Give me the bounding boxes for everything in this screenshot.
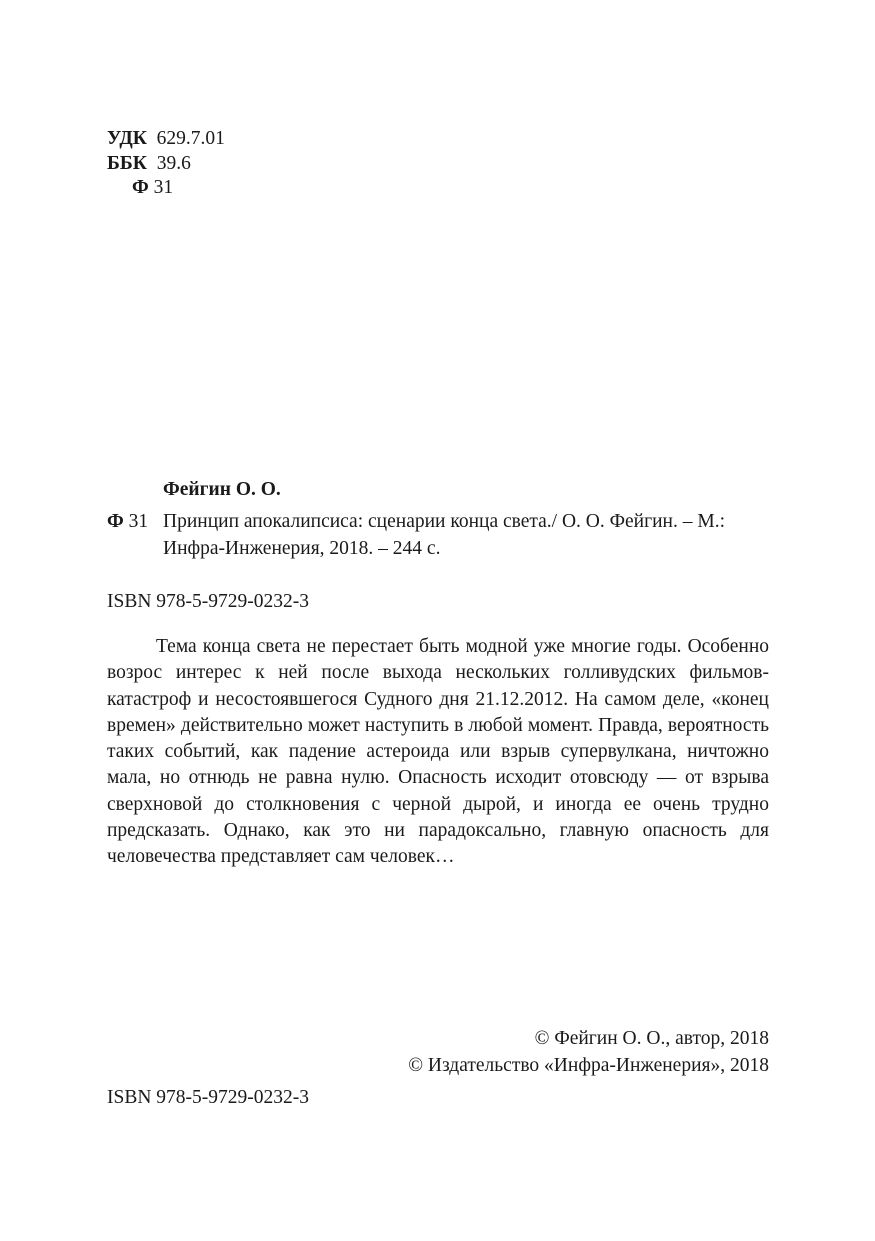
udk-label: УДК (107, 128, 147, 149)
entry-author: Фейгин О. О. (163, 479, 281, 500)
entry-code (107, 508, 148, 535)
isbn-top: ISBN 978-5-9729-0232-3 (107, 591, 310, 612)
copyright-author: © Фейгин О. О., автор, 2018 (534, 1028, 769, 1049)
author-sign-value: 31 (153, 177, 174, 198)
author-sign-label: Ф (132, 177, 149, 198)
bbk-row (107, 152, 225, 177)
copyright-block (408, 1025, 769, 1079)
bbk-label: ББК (107, 152, 147, 174)
entry-code-letter: Ф (107, 511, 124, 532)
bbk-value: 39.6 (156, 152, 191, 174)
udk-row (107, 127, 225, 152)
annotation-paragraph: Тема конца света не перестает быть модной уже многие годы. Особенно возрос интерес к ней после выхода нескольких голливудских фильмов-катастроф и несостоявшегося Судного дня 21.12.2012. На самом деле, «конец времен» действительно может наступить в любой момент. Правда, вероятность таких событий, как падение астероида или взрыв супервулкана, ничтожно мала, но отнюдь не равна нулю. Опасность исходит отовсюду — от взрыва сверхновой до столкновения с черной дырой, и иногда ее очень трудно предсказать. Однако, как это ни парадоксально, главную опасность для человечества представляет сам человек… (107, 636, 769, 868)
classification-block (107, 127, 225, 201)
copyright-publisher: © Издательство «Инфра-Инженерия», 2018 (408, 1055, 769, 1076)
udk-value: 629.7.01 (156, 128, 225, 149)
isbn-bottom: ISBN 978-5-9729-0232-3 (107, 1087, 310, 1108)
entry-description: Принцип апокалипсиса: сценарии конца света./ О. О. Фейгин. – М.: Инфра-Инженерия, 2018. – 244 с. (163, 511, 725, 559)
author-sign-row (107, 176, 225, 201)
entry-code-number: 31 (128, 511, 149, 532)
bibliographic-entry (107, 508, 769, 562)
